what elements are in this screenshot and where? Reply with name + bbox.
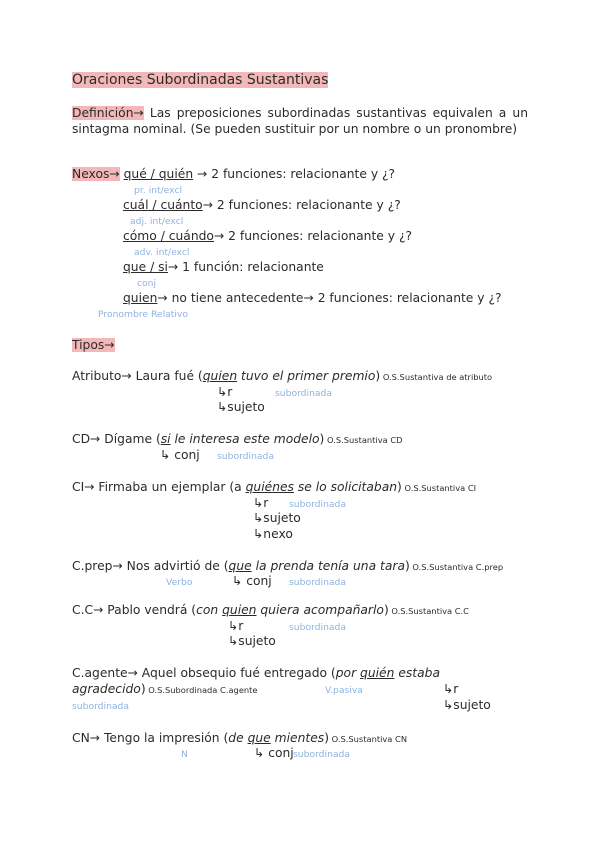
- cn-nexo: que: [247, 731, 271, 745]
- example-cn: [72, 731, 407, 746]
- tipos-label: Tipos→: [72, 338, 115, 352]
- atributo-prefix: Atributo→ Laura fué (: [72, 369, 203, 383]
- cn-annot-1: ↳ conj: [254, 746, 294, 760]
- tipos-heading: [72, 338, 115, 353]
- cn-note: subordinada: [293, 749, 350, 760]
- cc-type: O.S.Sustantiva C.C: [388, 606, 469, 616]
- nexo-line-4: [123, 260, 324, 275]
- atributo-note: subordinada: [275, 388, 332, 399]
- cprep-prefix: C.prep→ Nos advirtió de (: [72, 559, 229, 573]
- cn-prefix: CN→ Tengo la impresión (: [72, 731, 229, 745]
- nexo-line-3: [123, 229, 412, 244]
- cagente-annot-1: ↳r: [443, 682, 459, 696]
- ci-prefix: CI→ Firmaba un ejemplar (a: [72, 480, 246, 494]
- definition-label: Definición→: [72, 106, 144, 120]
- nexo-tag-4: conj: [137, 278, 157, 289]
- nexo-word-3: cómo / cuándo: [123, 229, 214, 243]
- cn-rest: mientes: [270, 731, 325, 745]
- cd-close: ): [319, 432, 325, 446]
- ci-type: O.S.Sustantiva CI: [401, 483, 477, 493]
- cn-pre: de: [228, 731, 248, 745]
- cagente-nexo: quién: [360, 666, 395, 680]
- cc-nexo: quien: [222, 603, 257, 617]
- example-cagente-line1: [72, 666, 528, 681]
- cc-prefix: C.C→ Pablo vendrá (: [72, 603, 197, 617]
- example-cc: [72, 603, 469, 618]
- ci-rest: se lo solicitaban: [293, 480, 398, 494]
- nexo-tag-1: pr. int/excl: [134, 185, 183, 196]
- cagente-pre: por: [335, 666, 361, 680]
- cd-prefix: CD→ Dígame (: [72, 432, 161, 446]
- cn-close: ): [324, 731, 330, 745]
- nexo-rest-2: → 2 funciones: relacionante y ¿?: [202, 198, 401, 212]
- cc-annot-2: ↳sujeto: [228, 634, 276, 648]
- atributo-rest: tuvo el primer premio: [237, 369, 376, 383]
- title-text: Oraciones Subordinadas Sustantivas: [72, 72, 329, 88]
- cprep-verbo: Verbo: [166, 577, 193, 588]
- atributo-close: ): [375, 369, 381, 383]
- ci-annot-2: ↳sujeto: [253, 511, 301, 525]
- atributo-nexo: quien: [202, 369, 238, 383]
- cprep-type: O.S.Sustantiva C.prep: [409, 562, 504, 572]
- cagente-close: ): [140, 682, 146, 696]
- cd-type: O.S.Sustantiva CD: [324, 435, 403, 445]
- nexo-word-1: qué / quién: [123, 167, 194, 181]
- cprep-nexo: que: [228, 559, 252, 573]
- example-cagente-line2: [72, 682, 258, 697]
- cprep-note: subordinada: [289, 577, 346, 588]
- cd-note: subordinada: [217, 451, 274, 462]
- cn-n: N: [181, 749, 188, 760]
- cn-type: O.S.Sustantiva CN: [329, 734, 408, 744]
- example-ci: [72, 480, 476, 495]
- example-cprep: [72, 559, 503, 574]
- definition-paragraph: [72, 105, 528, 137]
- nexo-word-4: que / si: [123, 260, 168, 274]
- nexo-tag-2: adj. int/excl: [130, 216, 184, 227]
- cprep-rest: la prenda tenía una tara: [251, 559, 405, 573]
- nexo-rest-3: → 2 funciones: relacionante y ¿?: [213, 229, 413, 243]
- atributo-annot-1: ↳r: [217, 385, 233, 399]
- cprep-close: ): [404, 559, 410, 573]
- nexo-word-2: cuál / cuánto: [123, 198, 203, 212]
- cagente-annot-2: ↳sujeto: [443, 698, 491, 712]
- nexo-tag-3: adv. int/excl: [134, 247, 190, 258]
- ci-close: ): [397, 480, 402, 494]
- cagente-rest1: estaba: [394, 666, 440, 680]
- cc-annot-1: ↳r: [228, 619, 244, 633]
- nexo-line-5: [123, 291, 502, 306]
- cc-rest: quiera acompañarlo: [256, 603, 384, 617]
- cd-annot-1: ↳ conj: [160, 448, 200, 462]
- cc-close: ): [383, 603, 389, 617]
- cagente-note: subordinada: [72, 701, 129, 712]
- cagente-rest2: agradecido: [72, 682, 141, 696]
- ci-annot-3: ↳nexo: [253, 527, 293, 541]
- nexo-line-2: [123, 198, 401, 213]
- cd-nexo: si: [160, 432, 171, 446]
- nexo-rest-4: → 1 función: relacionante: [167, 260, 324, 274]
- cagente-type: O.S.Subordinada C.agente: [145, 685, 258, 695]
- nexo-line-1: [72, 167, 395, 182]
- cagente-vpasiva: V.pasiva: [325, 685, 363, 696]
- cprep-annot-1: ↳ conj: [232, 574, 272, 588]
- nexo-rest-5: → no tiene antecedente→ 2 funciones: relacionante y ¿?: [157, 291, 502, 305]
- page-title: [72, 71, 328, 89]
- cagente-line1: C.agente→ Aquel obsequio fué entregado (: [72, 666, 336, 680]
- nexo-rest-1: → 2 funciones: relacionante y ¿?: [193, 167, 396, 181]
- cc-note: subordinada: [289, 622, 346, 633]
- ci-note: subordinada: [289, 499, 346, 510]
- example-cd: [72, 432, 403, 447]
- cd-rest: le interesa este modelo: [170, 432, 320, 446]
- nexos-label: Nexos→: [72, 167, 120, 181]
- ci-annot-1: ↳r: [253, 496, 269, 510]
- ci-nexo: quiénes: [245, 480, 294, 494]
- cc-pre: con: [196, 603, 223, 617]
- example-atributo: [72, 369, 492, 384]
- definition-text: Las preposiciones subordinadas sustantivas equivalen a un sintagma nominal. (Se pueden sustituir por un nombre o un pronombre): [72, 106, 528, 136]
- nexo-tag-5: Pronombre Relativo: [98, 309, 188, 320]
- nexo-word-5: quien: [123, 291, 158, 305]
- atributo-annot-2: ↳sujeto: [217, 400, 265, 414]
- atributo-type: O.S.Sustantiva de atributo: [380, 372, 493, 382]
